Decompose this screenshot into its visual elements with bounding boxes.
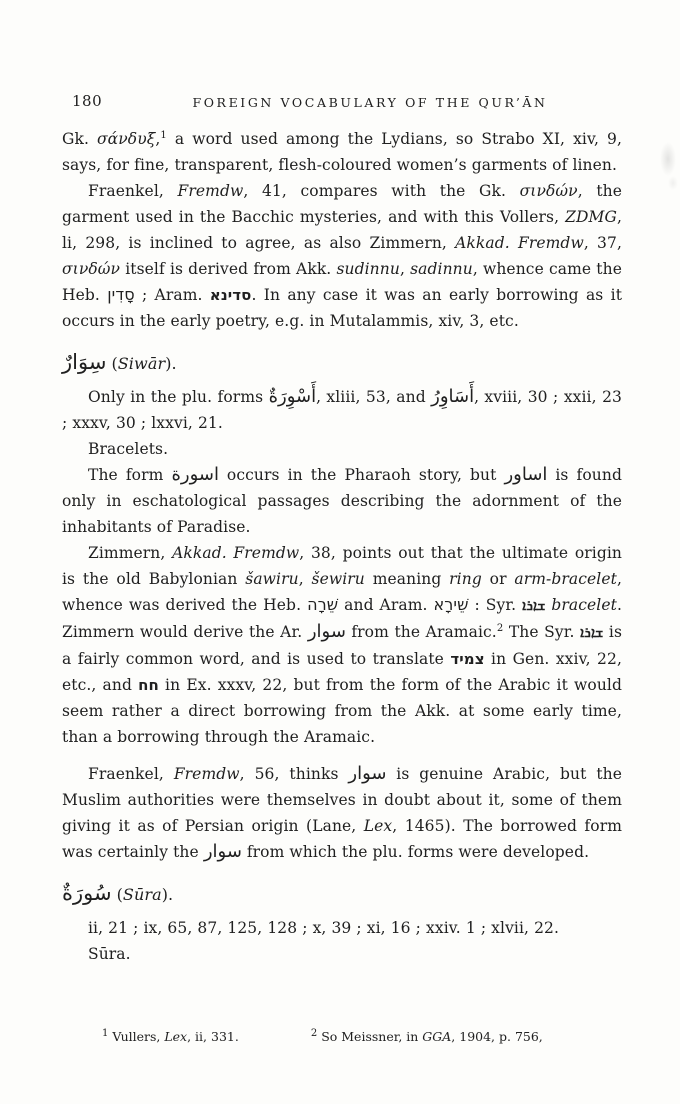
page-number: 180: [72, 92, 103, 110]
running-header: FOREIGN VOCABULARY OF THE QUR’ĀN: [192, 95, 548, 110]
scan-smudge: [660, 142, 676, 176]
paragraph-sura-gloss: Sūra.: [88, 945, 131, 963]
page-body: [62, 126, 622, 967]
paragraph-sandyx: Gk. σάνδυξ,$^1$ a word used among the Lydians, so Strabo XI, xiv, 9, says, for fine, transparent, flesh-coloured women’s garments of linen.: [62, 129, 622, 174]
paragraph-fraenkel-genuine: Fraenkel, Fremdw, 56, thinks سوار is genuine Arabic, but the Muslim authorities were themselves in doubt about it, some of them giving it as of Persian origin (Lane, Lex, 1465). The borrowed form was certainly the سوار from which the plu. forms were developed.: [62, 763, 623, 862]
paragraph-pharaoh-story: The form اسورة occurs in the Pharaoh story, but اساور is found only in eschatological passages describing the adornment of the inhabitants of Paradise.: [62, 464, 622, 536]
paragraph-zimmern-origin: Zimmern, Akkad. Fremdw, 38, points out that the ultimate origin is the old Babylonian šawiru, šewiru meaning ring or arm-bracelet, whence was derived the Heb. שֵׁרָה and Aram. שֵׁירָא : Syr. ܫܐܪܐ bracelet. Zimmern would derive the Ar. سوار from the Aramaic.$^2$ The Syr. ܫܐܪܐ is a fairly common word, and is used to translate צמיד in Gen. xxiv, 22, etc., and חח in Ex. xxxv, 22, but from the form of the Arabic it would seem rather a direct borrowing from the Akk. at some early time, than a borrowing through the Aramaic.: [62, 544, 622, 746]
scan-smudge: [668, 176, 678, 190]
footnote-vullers: $^1$ Vullers, Lex, ii, 331.: [102, 1027, 239, 1044]
entry-heading-sura: سُورَةٌ (Sūra).: [62, 881, 174, 905]
paragraph-fraenkel-sindon: Fraenkel, Fremdw, 41, compares with the Gk. σινδών, the garment used in the Bacchic mysteries, and with this Vollers, ZDMG, li, 298, is inclined to agree, as also Zimmern, Akkad. Fremdw, 37, σινδών itself is derived from Akk. sudinnu, sadinnu, whence came the Heb. סָדִין ; Aram. סדינא. In any case it was an early borrowing as it occurs in the early poetry, e.g. in Mutalammis, xiv, 3, etc.: [62, 182, 623, 330]
footnote-meissner: $^2$ So Meissner, in GGA, 1904, p. 756,: [310, 1027, 543, 1044]
paragraph-plural-forms: Only in the plu. forms أَسْوِرَةٌ, xliii, 53, and أَسَاوِرُ, xviii, 30 ; xxii, 23 ; xxxv, 30 ; lxxvi, 21.: [62, 386, 622, 432]
paragraph-sura-references: ii, 21 ; ix, 65, 87, 125, 128 ; x, 39 ; xi, 16 ; xxiv. 1 ; xlvii, 22.: [88, 919, 560, 937]
entry-heading-siwar: سِوَارٌ (Siwār).: [62, 350, 177, 374]
footnotes: [62, 1028, 622, 1046]
paragraph-bracelets: Bracelets.: [88, 440, 169, 458]
